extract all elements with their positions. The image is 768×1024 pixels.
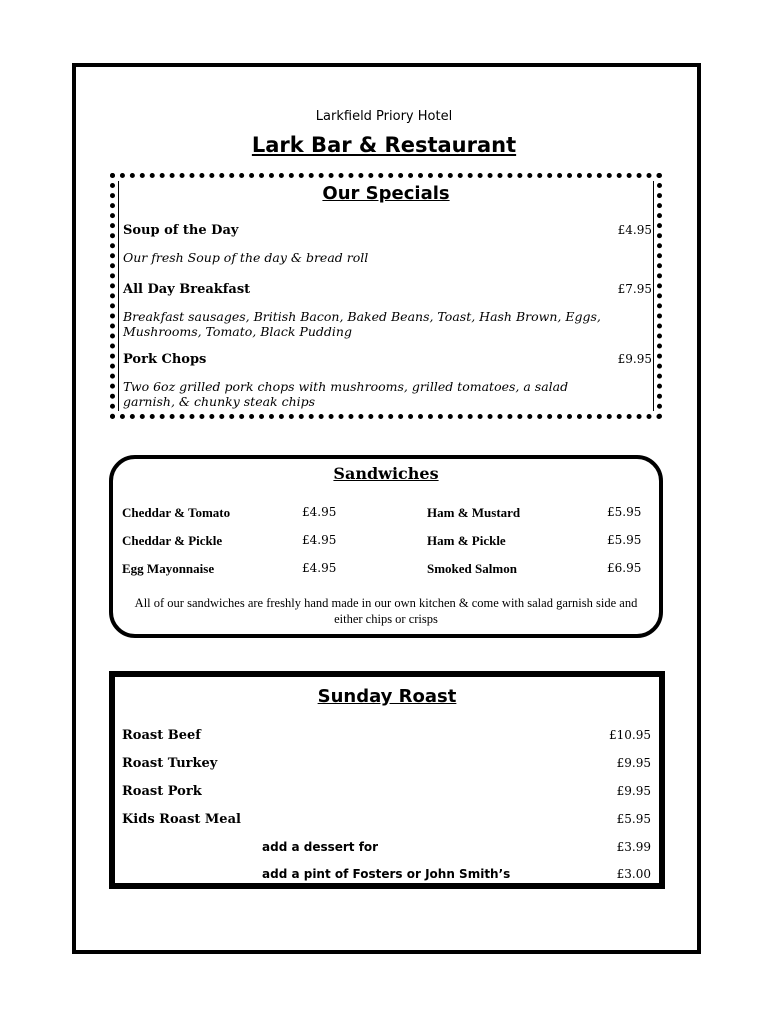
special-item-price: £7.95 [617, 282, 652, 296]
roast-item-price: £9.95 [616, 756, 651, 770]
sandwich-item-price: £5.95 [607, 505, 642, 519]
sandwich-item-name: Cheddar & Pickle [122, 533, 223, 548]
sandwiches-section [109, 455, 663, 638]
sunday-roast-section [109, 671, 665, 889]
roast-item-name: Roast Turkey [122, 756, 218, 771]
specials-section [110, 173, 662, 419]
special-item-price: £4.95 [617, 223, 652, 237]
roast-item-name: Kids Roast Meal [122, 812, 241, 827]
sandwich-item-price: £6.95 [607, 561, 642, 575]
sandwiches-note: All of our sandwiches are freshly hand made in our own kitchen & come with salad garnish side and either chips or crisps [134, 596, 638, 626]
specials-title: Our Specials [322, 183, 450, 204]
roast-item-name: Roast Pork [122, 784, 202, 799]
special-item-name: Pork Chops [123, 352, 207, 367]
roast-extra-label: add a pint of Fosters or John Smith’s [262, 867, 511, 881]
hotel-name: Larkfield Priory Hotel [315, 109, 453, 124]
sunday-roast-title: Sunday Roast [317, 686, 457, 707]
special-item-description: Our fresh Soup of the day & bread roll [123, 250, 369, 265]
sandwich-item-name: Ham & Mustard [427, 505, 521, 520]
specials-inner-border [118, 181, 654, 411]
roast-item-price: £5.95 [616, 812, 651, 826]
roast-extra-price: £3.99 [616, 840, 651, 854]
special-item-name: Soup of the Day [123, 223, 239, 238]
roast-extra-price: £3.00 [616, 867, 651, 881]
sandwich-item-name: Smoked Salmon [427, 561, 517, 576]
roast-item-name: Roast Beef [122, 728, 201, 743]
sandwich-item-name: Egg Mayonnaise [122, 561, 215, 576]
special-item-name: All Day Breakfast [123, 282, 251, 297]
roast-item-price: £10.95 [609, 728, 651, 742]
sandwich-item-price: £4.95 [302, 533, 337, 547]
restaurant-name: Lark Bar & Restaurant [251, 133, 517, 157]
special-item-description: Two 6oz grilled pork chops with mushrooms, grilled tomatoes, a salad garnish, & chunky steak chips [123, 379, 569, 409]
sandwich-item-price: £5.95 [607, 533, 642, 547]
roast-item-price: £9.95 [616, 784, 651, 798]
sandwiches-title: Sandwiches [333, 464, 439, 483]
sandwich-item-price: £4.95 [302, 561, 337, 575]
special-item-price: £9.95 [617, 352, 652, 366]
sandwich-item-name: Cheddar & Tomato [122, 505, 231, 520]
roast-extra-label: add a dessert for [262, 840, 379, 854]
special-item-description: Breakfast sausages, British Bacon, Baked Beans, Toast, Hash Brown, Eggs, Mushrooms, Tomato, Black Pudding [123, 309, 601, 339]
sandwich-item-price: £4.95 [302, 505, 337, 519]
sandwich-item-name: Ham & Pickle [427, 533, 506, 548]
